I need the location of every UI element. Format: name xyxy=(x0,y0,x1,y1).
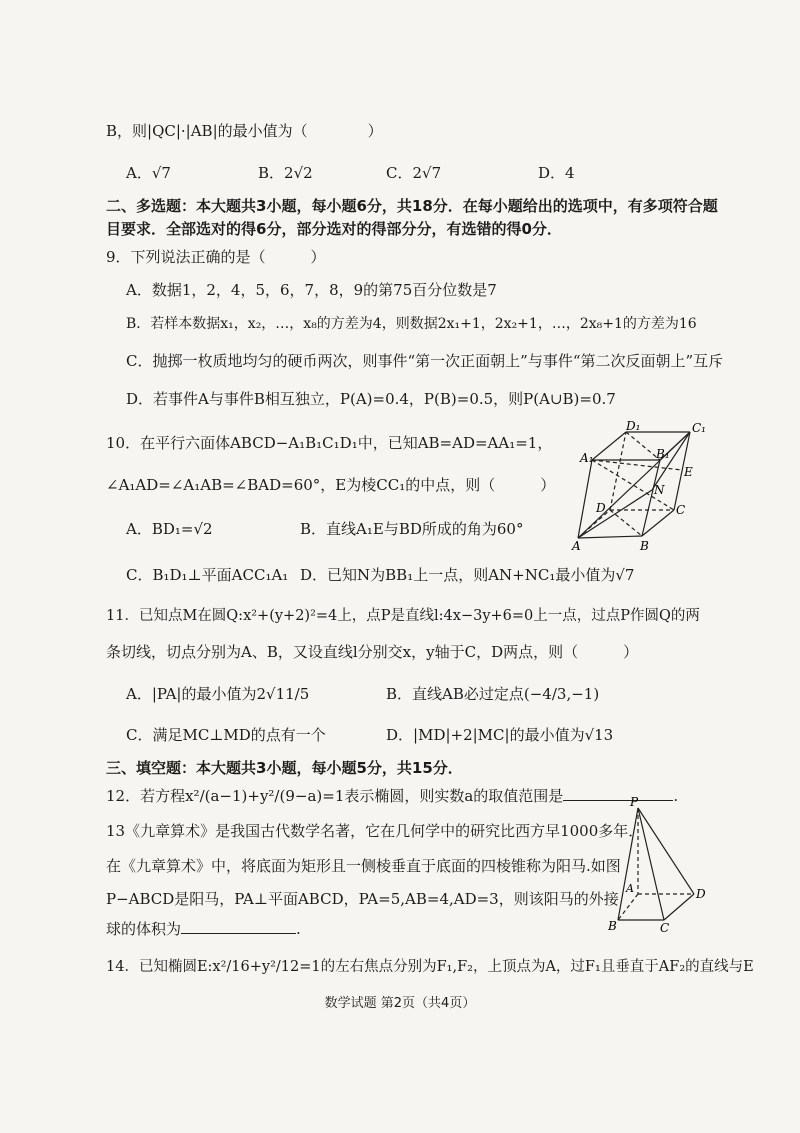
label-c: C xyxy=(676,503,686,517)
section2-heading-line1: 二、多选题：本大题共3小题，每小题6分，共18分．在每小题给出的选项中，有多项符合题 xyxy=(106,197,718,215)
label-n: N xyxy=(654,483,665,497)
q12-suffix: 表示椭圆，则实数a的取值范围是 xyxy=(344,787,564,805)
q8-stem-tail: B，则|QC|·|AB|的最小值为（ ） xyxy=(106,122,383,140)
q9-option-a: A．数据1，2，4，5，6，7，8，9的第75百分位数是7 xyxy=(126,281,497,299)
q13-line1: 13《九章算术》是我国古代数学名著，它在几何学中的研究比西方早1000多年． xyxy=(106,822,644,840)
q10-option-d: D．已知N为BB₁上一点，则AN+NC₁最小值为√7 xyxy=(300,566,635,584)
label-b1: B₁ xyxy=(656,447,670,461)
label-a: A xyxy=(572,539,581,553)
q11-option-d: D．|MD|+2|MC|的最小值为√13 xyxy=(386,726,614,744)
q8-option-b: B．2√2 xyxy=(258,164,313,182)
q13-line2: 在《九章算术》中，将底面为矩形且一侧棱垂直于底面的四棱锥称为阳马.如图 xyxy=(106,857,621,875)
q11-stem-line1: 11．已知点M在圆Q:x²+(y+2)²=4上，点P是直线l:4x−3y+6=0上一点，过点P作圆Q的两 xyxy=(106,608,700,624)
q8-option-c: C．2√7 xyxy=(386,164,442,182)
q9-stem: 9．下列说法正确的是（ ） xyxy=(106,248,326,266)
label-a1: A₁ xyxy=(580,451,594,465)
q11-option-b: B．直线AB必过定点(−4/3,−1) xyxy=(386,685,600,703)
q8-option-d: D．4 xyxy=(538,164,575,182)
q10-stem-line2: ∠A₁AD=∠A₁AB=∠BAD=60°，E为棱CC₁的中点，则（ ） xyxy=(106,476,556,494)
q9-option-d: D．若事件A与事件B相互独立，P(A)=0.4，P(B)=0.5，则P(A∪B)=0.7 xyxy=(126,390,616,408)
q9-option-b: B．若样本数据x₁，x₂，…，x₈的方差为4，则数据2x₁+1，2x₂+1，…，2x₈+1的方差为16 xyxy=(126,316,697,332)
q11-stem-line2: 条切线，切点分别为A、B，又设直线l分别交x，y轴于C，D两点，则（ ） xyxy=(106,643,639,661)
label-pyramid-b: B xyxy=(608,919,617,933)
q13-line3: P−ABCD是阳马，PA⊥平面ABCD，PA=5,AB=4,AD=3，则该阳马的外接 xyxy=(106,890,619,908)
pyramid-figure xyxy=(608,796,718,936)
q11-option-c: C．满足MC⊥MD的点有一个 xyxy=(126,726,326,744)
q12-line: 12．若方程x²/(a−1)+y²/(9−a)=1表示椭圆，则实数a的取值范围是 . xyxy=(106,787,679,805)
q10-option-c: C．B₁D₁⊥平面ACC₁A₁ xyxy=(126,566,289,584)
label-e: E xyxy=(684,465,693,479)
q10-stem-line1: 10．在平行六面体ABCD−A₁B₁C₁D₁中，已知AB=AD=AA₁=1， xyxy=(106,434,553,452)
page-footer: 数学试题 第2页（共4页） xyxy=(324,996,476,1011)
label-p: P xyxy=(630,796,639,809)
label-d: D xyxy=(596,501,606,515)
q13-line4: 球的体积为 . xyxy=(106,920,301,938)
label-pyramid-d: D xyxy=(696,887,706,901)
label-d1: D₁ xyxy=(626,419,641,433)
section2-heading-line2: 目要求．全部选对的得6分，部分选对的得部分分，有选错的得0分． xyxy=(106,220,562,238)
q10-option-b: B．直线A₁E与BD所成的角为60° xyxy=(300,520,524,538)
label-pyramid-a: A xyxy=(626,882,634,895)
q13-line4-text: 球的体积为 xyxy=(106,920,182,938)
q14-line1: 14．已知椭圆E:x²/16+y²/12=1的左右焦点分别为F₁,F₂，上顶点为A，过F₁且垂直于AF₂的直线与E xyxy=(106,959,754,975)
q11-option-a: A．|PA|的最小值为2√11/5 xyxy=(126,685,310,703)
label-b: B xyxy=(640,539,649,553)
q12-equation: x²/(a−1)+y²/(9−a)=1 xyxy=(185,787,345,805)
label-c1: C₁ xyxy=(692,421,706,435)
q9-option-c: C．抛掷一枚质地均匀的硬币两次，则事件“第一次正面朝上”与事件“第二次反面朝上”互斥 xyxy=(126,352,724,370)
section3-heading: 三、填空题：本大题共3小题，每小题5分，共15分． xyxy=(106,759,463,777)
parallelepiped-figure xyxy=(570,418,710,553)
q10-option-a: A．BD₁=√2 xyxy=(126,520,213,538)
q13-answer-blank[interactable] xyxy=(181,919,296,934)
label-pyramid-c: C xyxy=(660,921,670,935)
q12-prefix: 12．若方程 xyxy=(106,787,186,805)
q8-option-a: A．√7 xyxy=(126,164,171,182)
